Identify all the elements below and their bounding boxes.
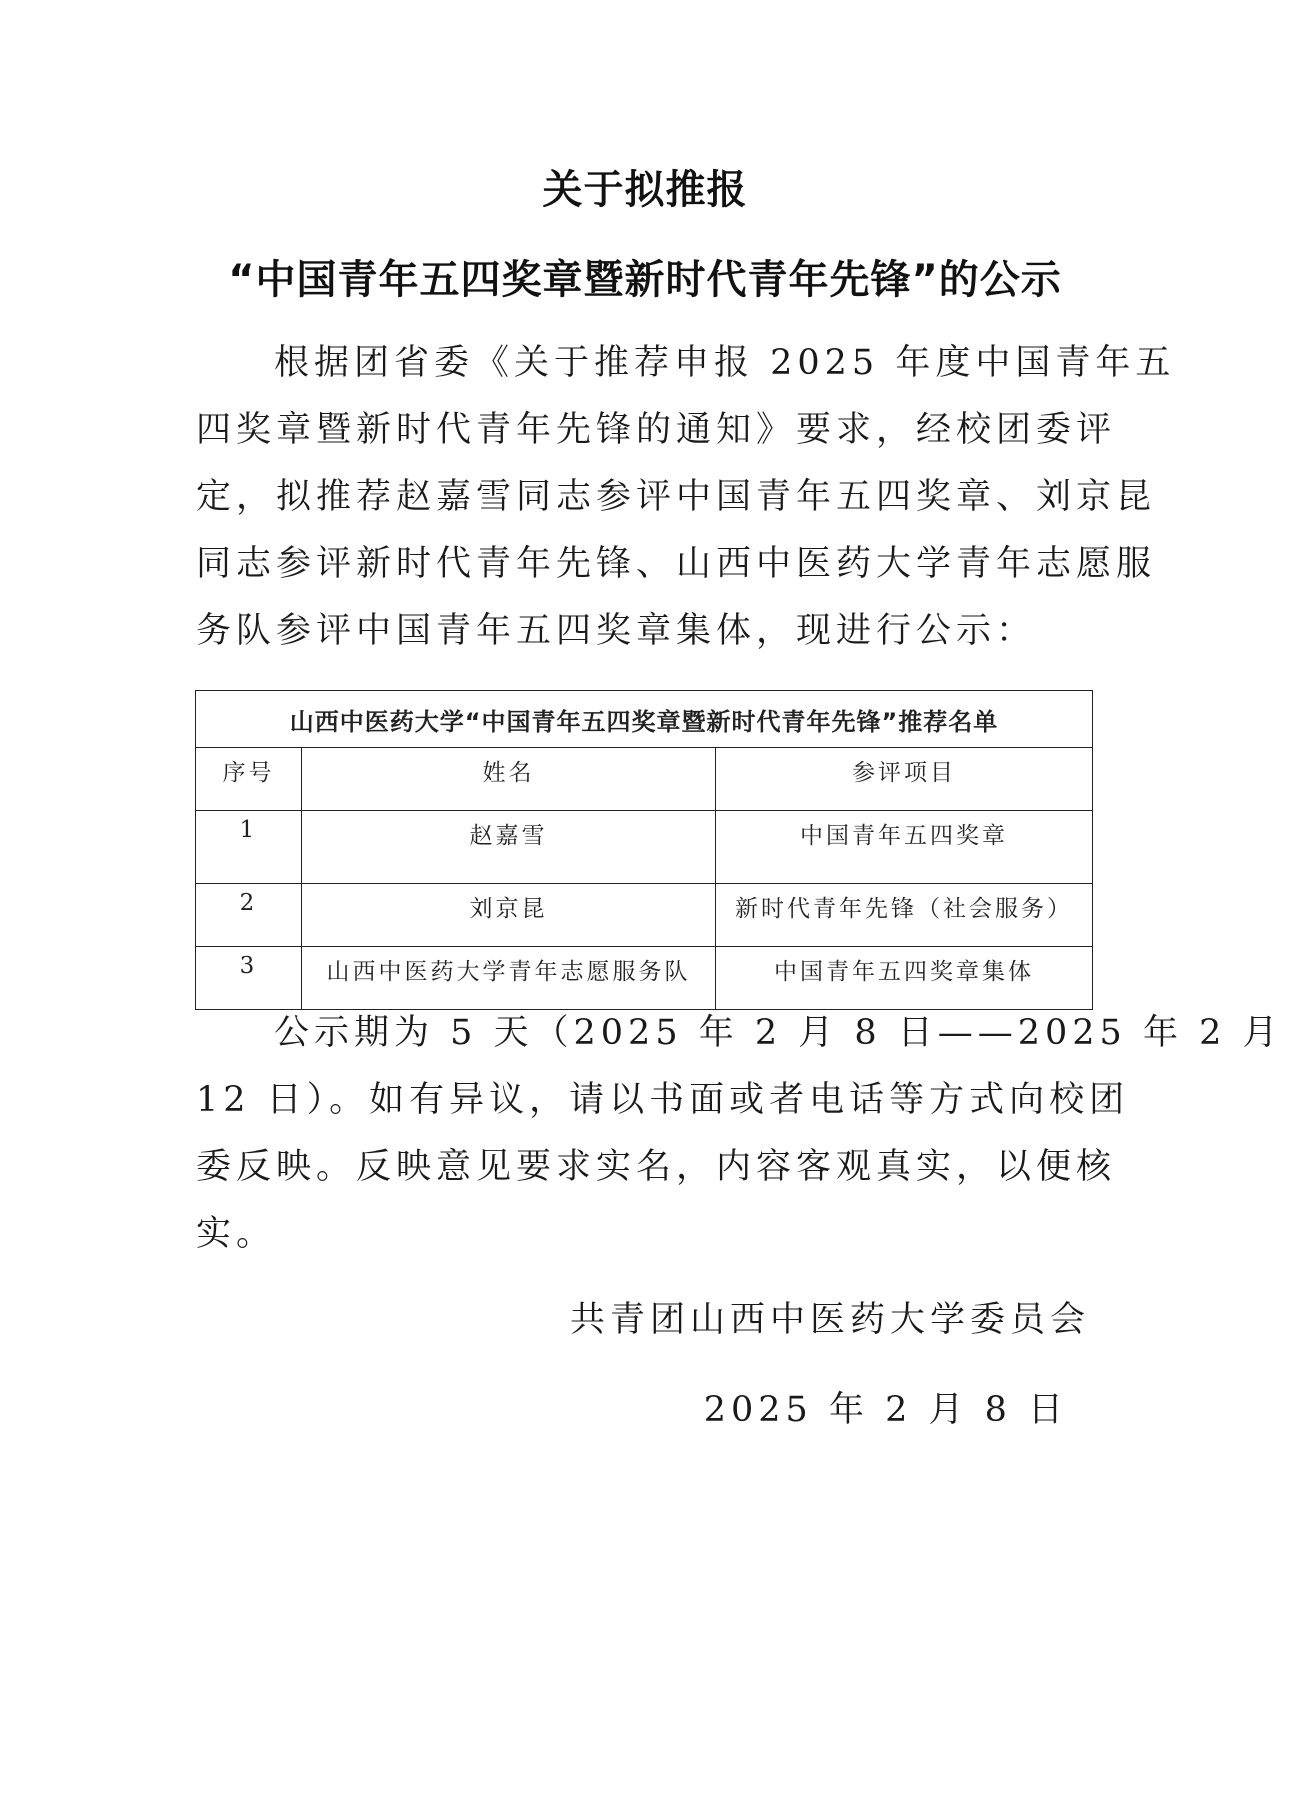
table-header-row: [196, 748, 1093, 811]
document-title-line1: 关于拟推报: [542, 167, 748, 213]
cell-name: 山西中医药大学青年志愿服务队: [302, 947, 716, 1010]
table-row: [196, 884, 1093, 947]
intro-line: 四奖章暨新时代青年先锋的通知》要求，经校团委评: [196, 410, 1117, 450]
notice-line: 12 日）。如有异议，请以书面或者电话等方式向校团: [196, 1080, 1130, 1120]
notice-line: 实。: [196, 1214, 277, 1254]
cell-item: 中国青年五四奖章集体: [716, 947, 1093, 1010]
document-title-line2: “中国青年五四奖章暨新时代青年先锋”的公示: [228, 257, 1062, 303]
cell-name: 刘京昆: [302, 884, 716, 947]
nominee-table-wrapper: [195, 690, 1093, 1010]
header-item: 参评项目: [716, 748, 1093, 811]
intro-line: 定，拟推荐赵嘉雪同志参评中国青年五四奖章、刘京昆: [196, 477, 1157, 517]
table-caption: 山西中医药大学“中国青年五四奖章暨新时代青年先锋”推荐名单: [196, 691, 1093, 748]
cell-item: 新时代青年先锋（社会服务）: [716, 884, 1093, 947]
header-no: 序号: [196, 748, 302, 811]
nominee-table: [195, 690, 1093, 1010]
cell-no: 2: [196, 884, 302, 947]
notice-paragraph: [196, 1000, 1283, 1268]
notice-line: 公示期为 5 天（2025 年 2 月 8 日——2025 年 2 月: [274, 1013, 1283, 1053]
issuer-signature: 共青团山西中医药大学委员会: [569, 1300, 1090, 1340]
intro-line: 同志参评新时代青年先锋、山西中医药大学青年志愿服: [196, 544, 1157, 584]
cell-item: 中国青年五四奖章: [716, 811, 1093, 884]
cell-no: 3: [196, 947, 302, 1010]
header-name: 姓名: [302, 748, 716, 811]
issue-date: 2025 年 2 月 8 日: [703, 1390, 1068, 1430]
notice-line: 委反映。反映意见要求实名，内容客观真实，以便核: [196, 1147, 1117, 1187]
cell-name: 赵嘉雪: [302, 811, 716, 884]
intro-paragraph: [196, 330, 1176, 665]
cell-no: 1: [196, 811, 302, 884]
intro-line: 务队参评中国青年五四奖章集体，现进行公示：: [196, 611, 1037, 651]
intro-line: 根据团省委《关于推荐申报 2025 年度中国青年五: [274, 343, 1176, 383]
table-row: [196, 811, 1093, 884]
